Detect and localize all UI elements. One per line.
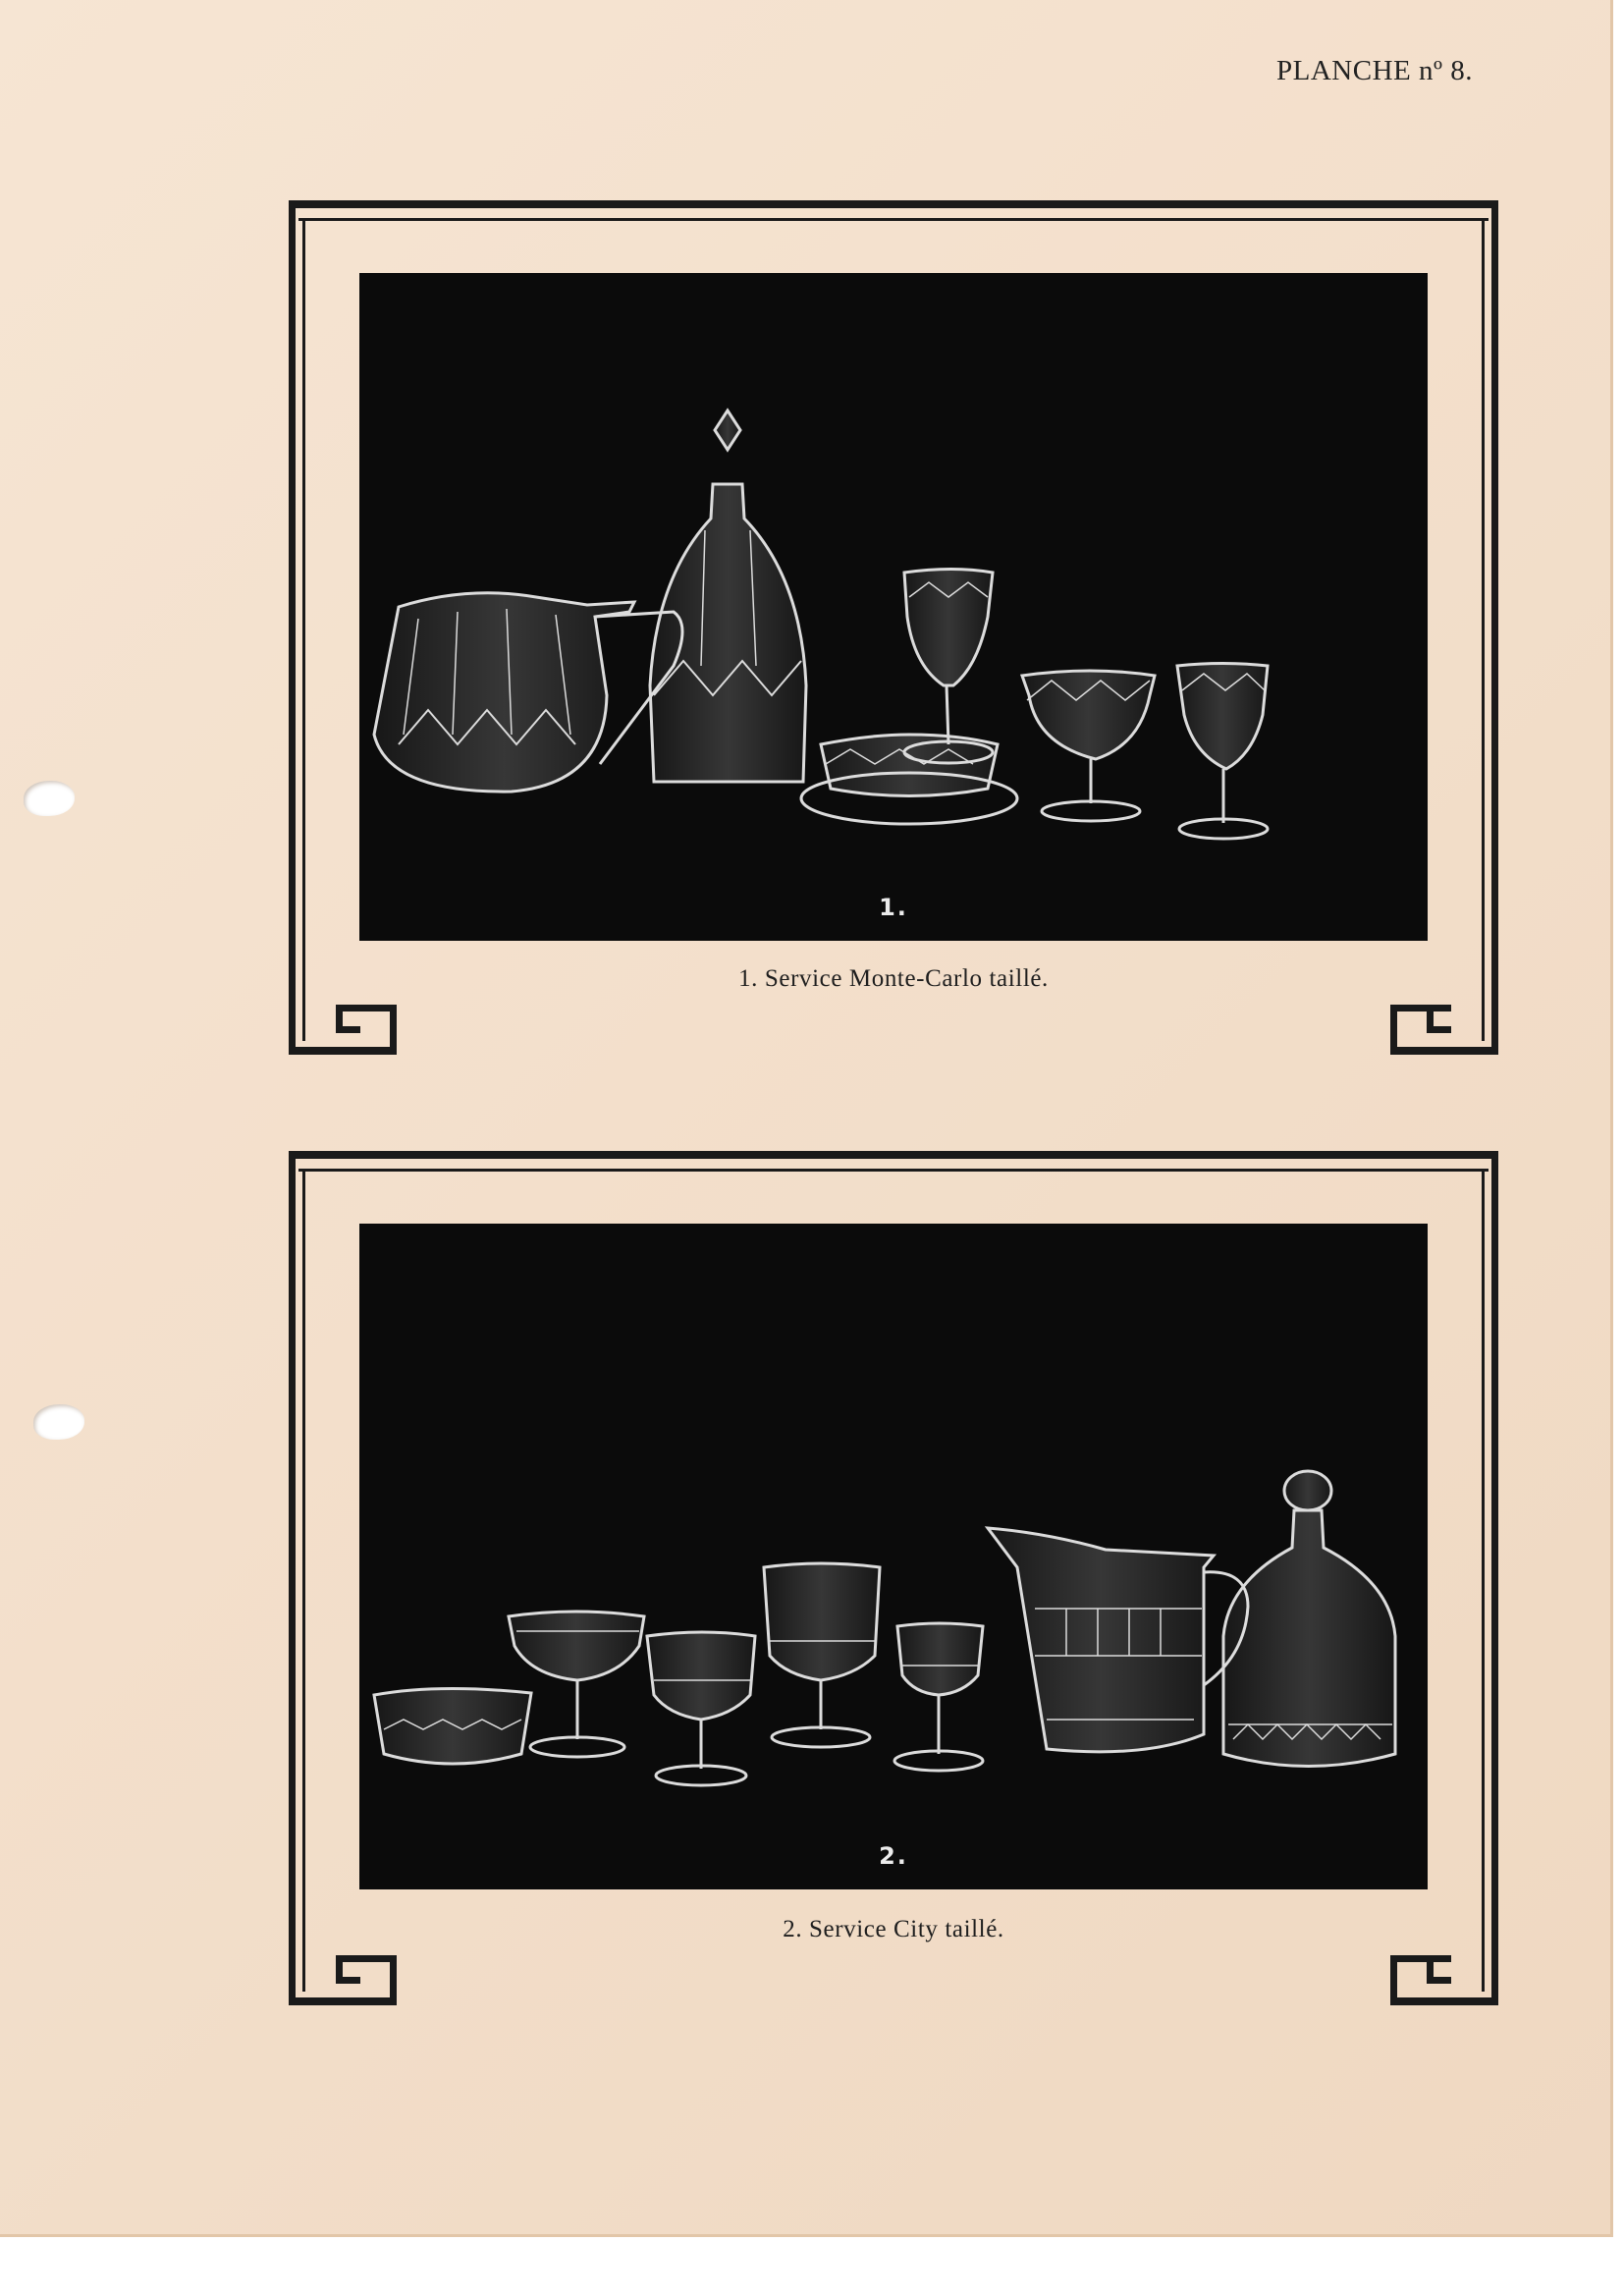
photo-service-city <box>359 1224 1428 1889</box>
caption-plate-2: 2. Service City taillé. <box>783 1916 1004 1942</box>
glassware-illustration-1 <box>359 273 1428 941</box>
punch-hole-bottom <box>33 1404 84 1440</box>
photo-number-2: 2. <box>879 1842 908 1870</box>
photo-service-monte-carlo <box>359 273 1428 941</box>
punch-hole-top <box>24 781 75 816</box>
photo-number-1: 1. <box>879 894 908 921</box>
plate-1 <box>287 196 1500 1061</box>
plate-number: PLANCHE nº 8. <box>1276 55 1473 86</box>
glassware-illustration-2 <box>359 1224 1428 1889</box>
plate-2 <box>287 1147 1500 2011</box>
caption-plate-1: 1. Service Monte-Carlo taillé. <box>738 965 1049 992</box>
